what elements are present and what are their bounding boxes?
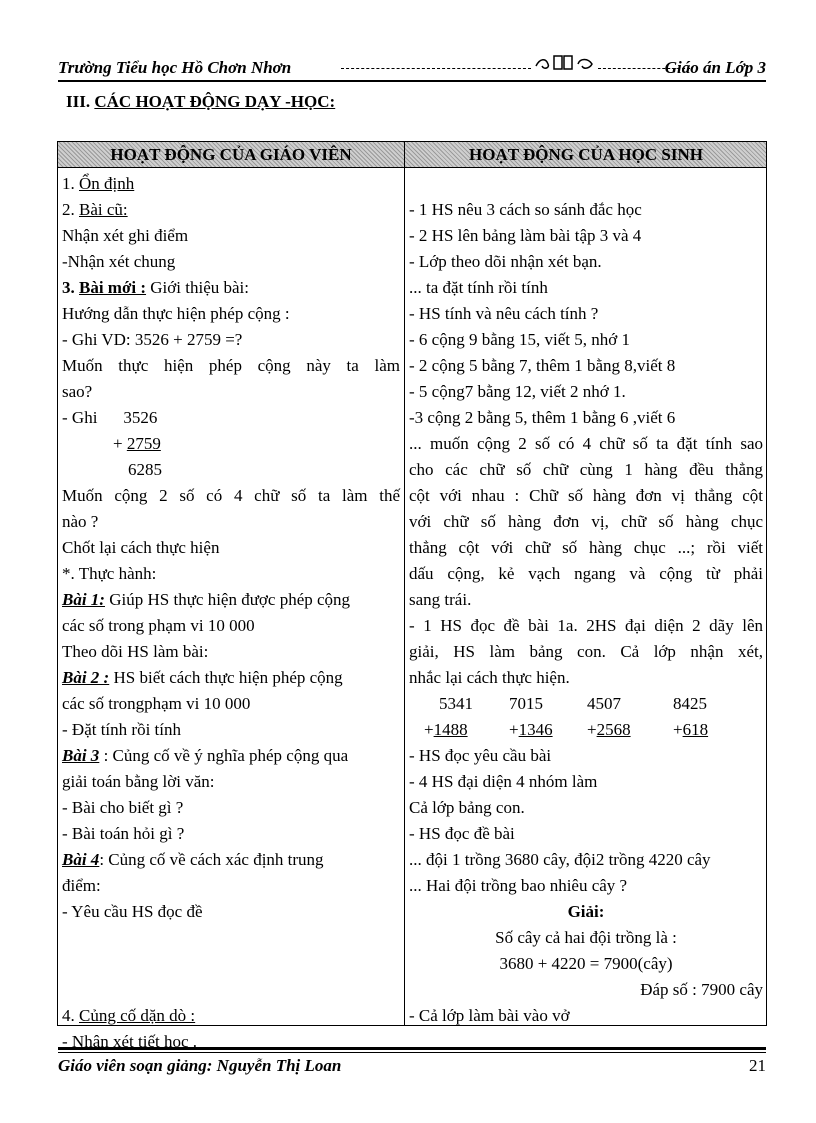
footer-rule-thin (58, 1052, 766, 1053)
student-line: 3680 + 4220 = 7900(cây) (499, 954, 673, 973)
section-number: III. (66, 92, 91, 111)
calc-top-row: 5341 7015 4507 8425 (439, 694, 707, 713)
teacher-line: Muốn cộng 2 số có 4 chữ số ta làm thế (62, 486, 400, 505)
student-line: cho các chữ số chữ cùng 1 hàng đều thẳng (409, 460, 763, 479)
section-heading: CÁC HOẠT ĐỘNG DẠY -HỌC: (94, 92, 336, 111)
student-line: - 2 cộng 5 bằng 7, thêm 1 bằng 8,viết 8 (409, 356, 676, 375)
student-line: Số cây cả hai đội trồng là : (495, 928, 677, 947)
teacher-line: điểm: (62, 876, 101, 895)
activities-table (57, 141, 767, 1051)
teacher-line: nào ? (62, 512, 99, 531)
teacher-line: 3. Bài mới : Giới thiệu bài: (62, 278, 249, 297)
student-line: - HS tính và nêu cách tính ? (409, 304, 599, 323)
school-name: Trường Tiểu học Hồ Chơn Nhơn (58, 58, 292, 77)
teacher-column-header: HOẠT ĐỘNG CỦA GIÁO VIÊN (110, 145, 352, 164)
footer-rule-thick (58, 1047, 766, 1050)
student-spacer (409, 171, 763, 197)
teacher-line: 2. Bài cũ: (62, 200, 128, 219)
student-line: - Cả lớp làm bài vào vở (409, 1006, 570, 1025)
teacher-line: Theo dõi HS làm bài: (62, 642, 209, 661)
student-line: dấu cộng, kẻ vạch ngang và cộng từ phải (409, 564, 763, 583)
student-line: Đáp số : 7900 cây (640, 980, 763, 999)
student-line: - 1 HS nêu 3 cách so sánh đắc học (409, 200, 642, 219)
teacher-line: - Ghi VD: 3526 + 2759 =? (62, 330, 243, 349)
student-line: nhắc lại cách thực hiện. (409, 668, 570, 687)
teacher-line: - Nhận xét tiết học . (62, 1032, 198, 1051)
student-line: thẳng cột với chữ số hàng chục ...; rồi viết (409, 538, 763, 557)
teacher-line: - Bài cho biết gì ? (62, 798, 184, 817)
student-line: Cả lớp bảng con. (409, 798, 525, 817)
table-header (58, 142, 766, 168)
page-header (58, 58, 766, 80)
student-line: ... ta đặt tính rồi tính (409, 278, 548, 297)
teacher-line: - Yêu cầu HS đọc đề (62, 902, 203, 921)
teacher-line: Bài 4: Củng cố về cách xác định trung (62, 850, 324, 869)
student-line: - 4 HS đại diện 4 nhóm làm (409, 772, 598, 791)
teacher-line: - Ghi 3526 (62, 408, 158, 427)
student-line: sang trái. (409, 590, 472, 609)
student-line: ... Hai đội trồng bao nhiêu cây ? (409, 876, 628, 895)
column-divider (404, 142, 405, 1025)
teacher-line: - Bài toán hỏi gì ? (62, 824, 185, 843)
teacher-line: 4. Củng cố dặn dò : (62, 1006, 196, 1025)
student-line: ... đội 1 trồng 3680 cây, đội2 trồng 4220 cây (409, 850, 711, 869)
grade-label: Giáo án Lớp 3 (664, 58, 766, 77)
student-line: - 5 cộng7 bằng 12, viết 2 nhớ 1. (409, 382, 626, 401)
solution-heading: Giải: (567, 902, 605, 921)
teacher-line: Bài 2 : HS biết cách thực hiện phép cộng (62, 668, 343, 687)
student-line: - HS đọc yêu cầu bài (409, 746, 552, 765)
student-line: -3 cộng 2 bằng 5, thêm 1 bằng 6 ,viết 6 (409, 408, 676, 427)
ornament-icon (532, 52, 598, 74)
teacher-spacer (62, 977, 400, 1003)
teacher-line: Bài 1: Giúp HS thực hiện được phép cộng (62, 590, 351, 609)
author-name: Giáo viên soạn giảng: Nguyễn Thị Loan (58, 1056, 342, 1075)
teacher-line: sao? (62, 382, 93, 401)
teacher-spacer (62, 925, 400, 951)
student-line: với chữ số hàng đơn vị, chữ số hàng chục (409, 512, 763, 531)
teacher-line: các số trongphạm vi 10 000 (62, 694, 251, 713)
student-line: - 1 HS đọc đề bài 1a. 2HS đại diện 2 dãy lên (409, 616, 763, 635)
teacher-line: + 2759 (113, 434, 161, 453)
page-footer (58, 1056, 766, 1078)
teacher-line: Bài 3 : Củng cố về ý nghĩa phép cộng qua (62, 746, 349, 765)
teacher-column (62, 171, 400, 1055)
section-title (66, 92, 335, 112)
teacher-line: - Đặt tính rồi tính (62, 720, 181, 739)
teacher-line: giải toán bằng lời văn: (62, 772, 215, 791)
student-line: - HS đọc đề bài (409, 824, 515, 843)
student-line: - 2 HS lên bảng làm bài tập 3 và 4 (409, 226, 642, 245)
teacher-line: 6285 (128, 460, 162, 479)
teacher-line: Chốt lại cách thực hiện (62, 538, 220, 557)
student-column-header: HOẠT ĐỘNG CỦA HỌC SINH (469, 145, 703, 164)
student-line: - Lớp theo dõi nhận xét bạn. (409, 252, 602, 271)
teacher-line: 1. Ổn định (62, 174, 135, 193)
teacher-line: Muốn thực hiện phép cộng này ta làm (62, 356, 400, 375)
student-column (409, 171, 763, 1029)
teacher-line: *. Thực hành: (62, 564, 157, 583)
teacher-line: các số trong phạm vi 10 000 (62, 616, 255, 635)
header-dash-left (341, 68, 531, 69)
header-rule (58, 80, 766, 82)
calc-bottom-row: +1488 +1346 +2568 +618 (424, 720, 709, 739)
student-line: giải, HS làm bảng con. Cả lớp nhận xét, (409, 642, 763, 661)
teacher-line: Nhận xét ghi điểm (62, 226, 189, 245)
teacher-line: Hướng dẫn thực hiện phép cộng : (62, 304, 290, 323)
student-line: cột với nhau : Chữ số hàng đơn vị thẳng cột (409, 486, 763, 505)
page-number: 21 (749, 1056, 766, 1075)
student-line: - 6 cộng 9 bằng 15, viết 5, nhớ 1 (409, 330, 630, 349)
teacher-spacer (62, 951, 400, 977)
teacher-line: -Nhận xét chung (62, 252, 176, 271)
student-line: ... muốn cộng 2 số có 4 chữ số ta đặt tính sao (409, 434, 763, 453)
